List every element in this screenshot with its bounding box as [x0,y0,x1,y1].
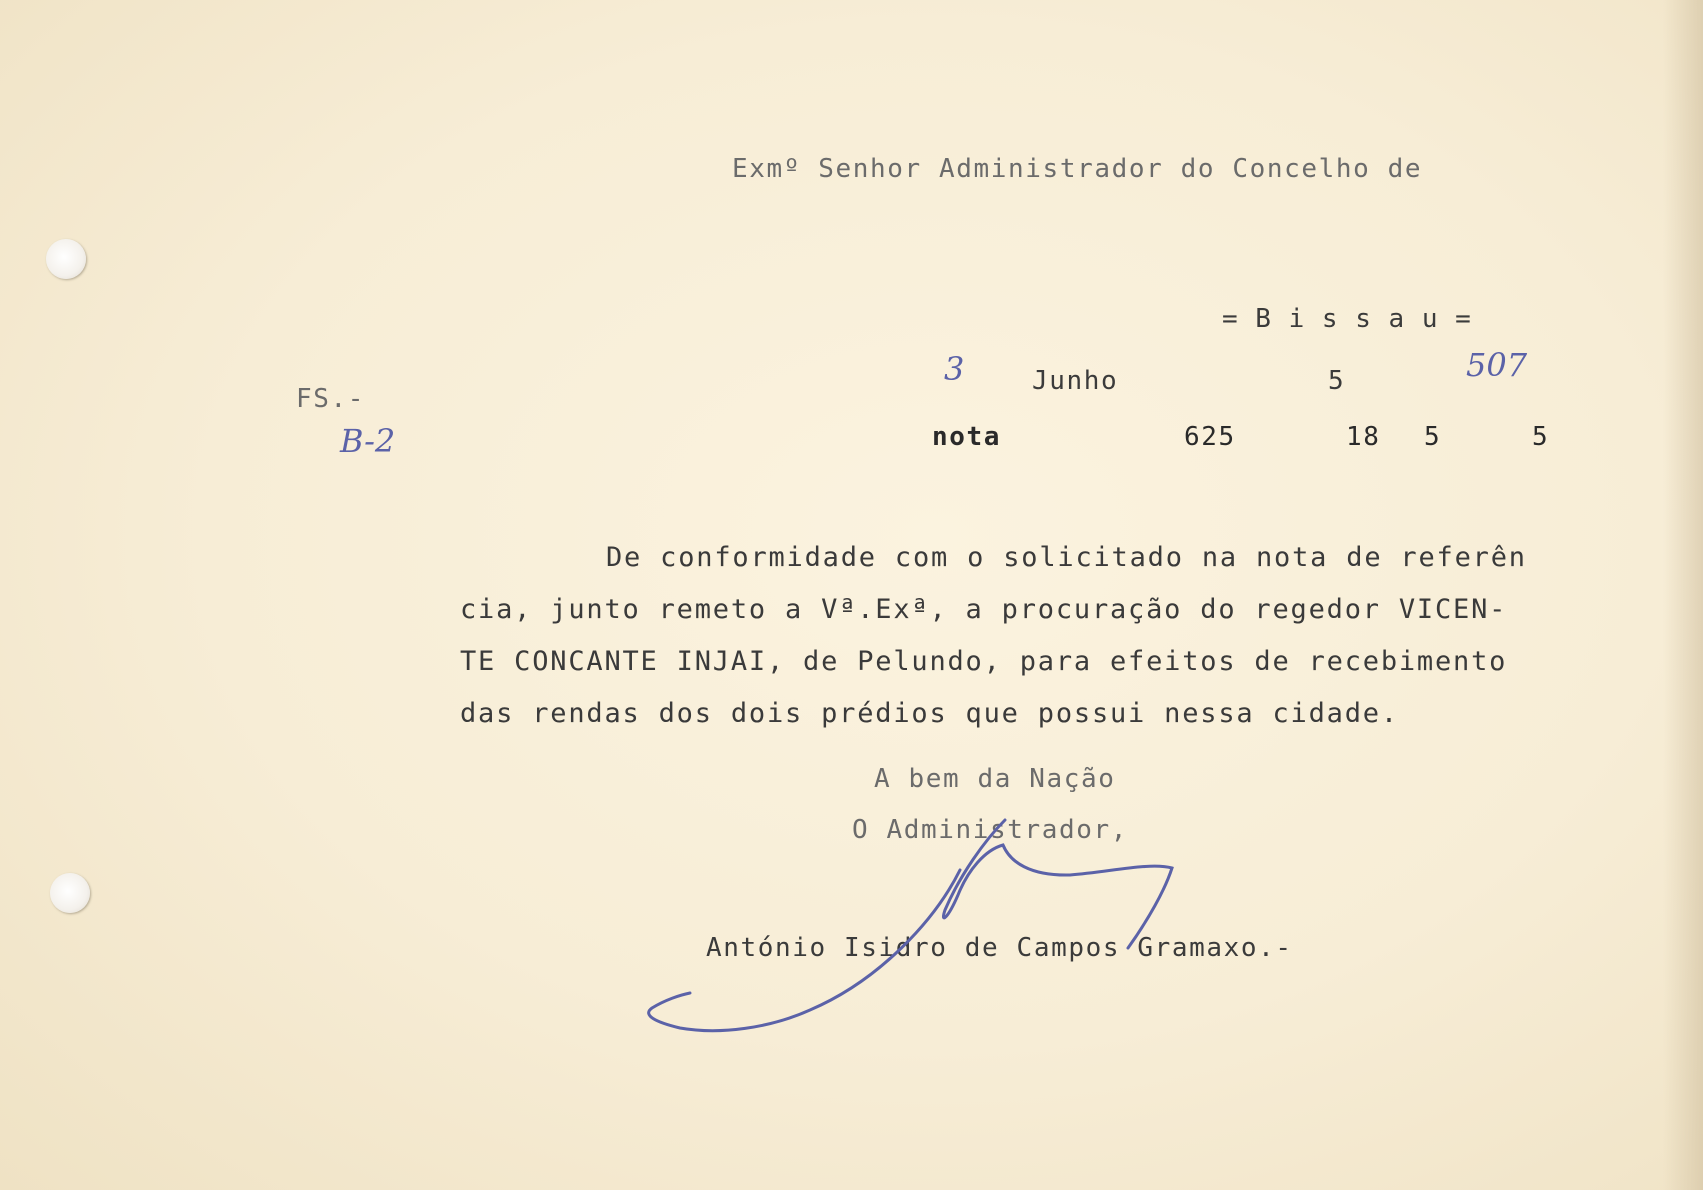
fs-label: FS.- [296,384,366,414]
nota-day: 18 [1346,422,1381,452]
nota-number: 625 [1184,422,1236,452]
date-day-handwritten: 3 [944,350,965,388]
body-line-3: TE CONCANTE INJAI, de Pelundo, para efeitos de recebimento [460,646,1508,677]
fs-handwritten-number: B-2 [340,422,396,460]
date-month: Junho [1032,366,1119,396]
nota-month: 5 [1424,422,1442,452]
addressee-line-1: Exmº Senhor Administrador do Concelho de [732,154,1423,184]
body-line-2: cia, junto remeto a Vª.Exª, a procuração do regedor VICEN- [460,594,1508,625]
nota-year: 5 [1532,422,1550,452]
handwritten-registry-number: 507 [1466,346,1528,384]
nota-label: nota [932,422,1002,452]
closing-title: O Administrador, [852,815,1129,845]
closing-salutation: A bem da Nação [874,764,1116,794]
body-line-1: De conformidade com o solicitado na nota de referên [606,542,1527,573]
signatory-name: António Isidro de Campos Gramaxo.- [706,933,1293,963]
addressee-city: = B i s s a u = [1222,304,1472,334]
date-year: 5 [1328,366,1346,396]
body-line-4: das rendas dos dois prédios que possui nessa cidade. [460,698,1399,729]
